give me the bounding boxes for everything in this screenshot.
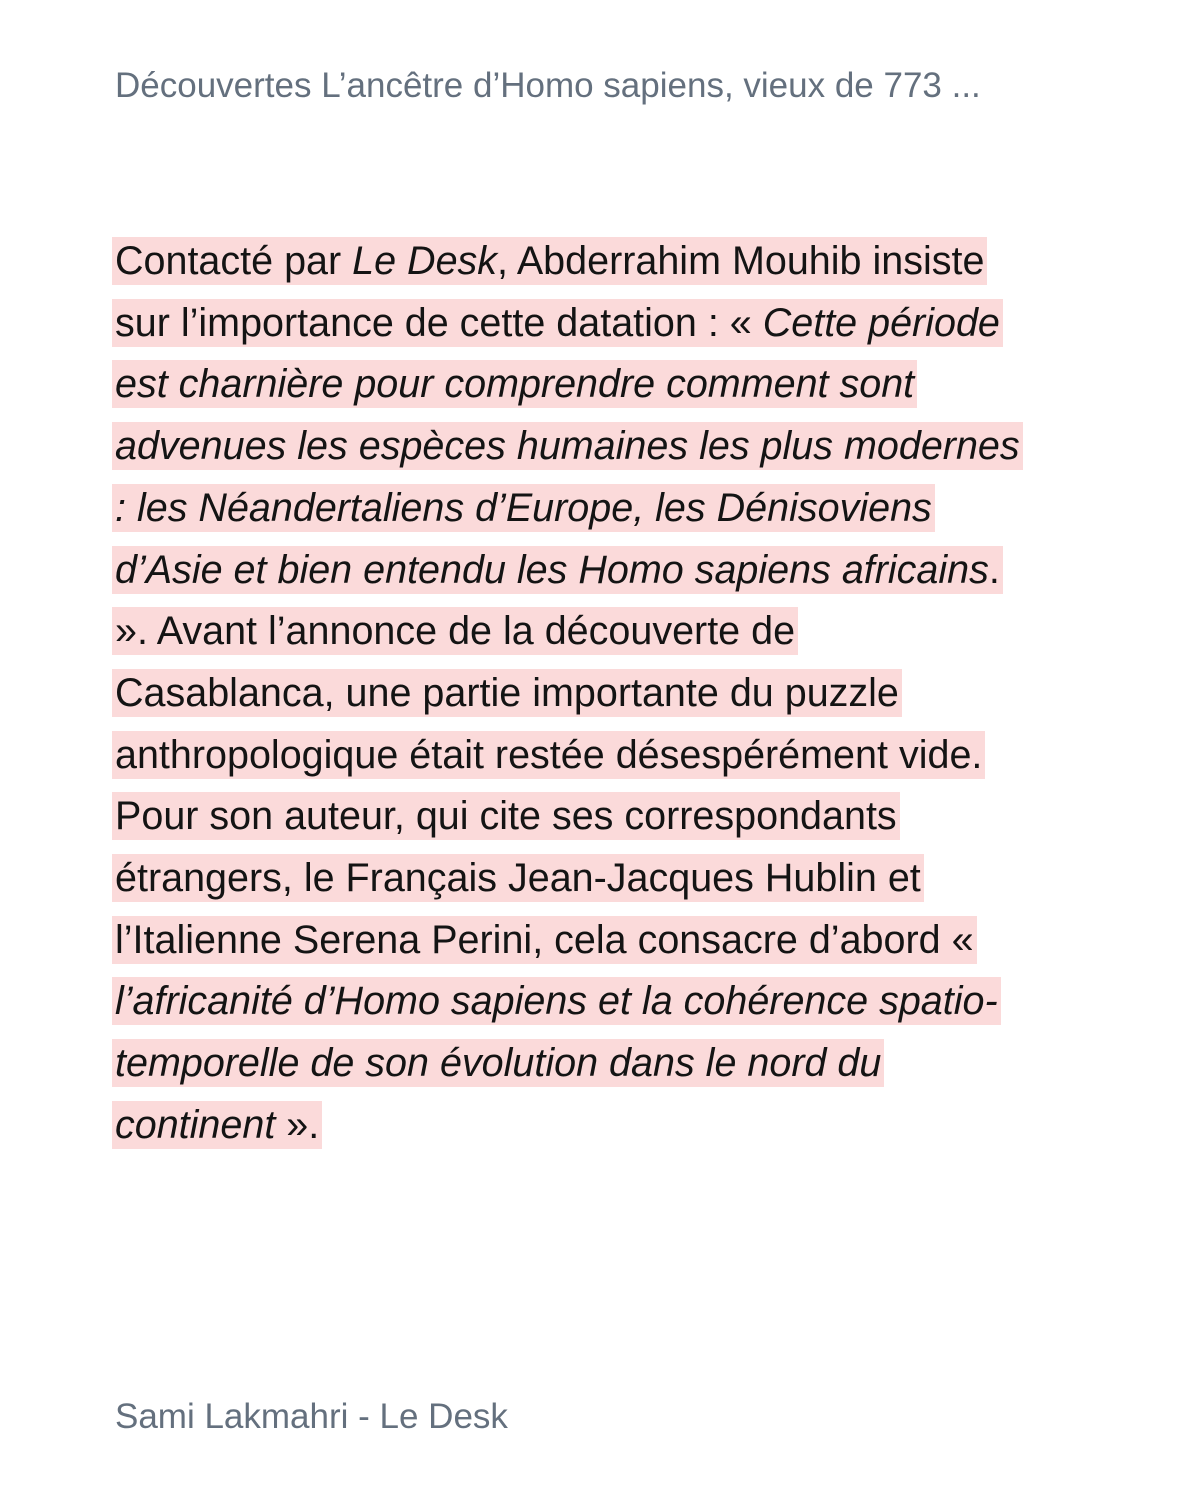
attribution: Sami Lakmahri - Le Desk bbox=[115, 1397, 508, 1436]
source-title: Découvertes L’ancêtre d’Homo sapiens, vieux de 773 ... bbox=[115, 66, 981, 105]
quote-segment: Contacté par bbox=[115, 239, 353, 283]
quote-segment: . ». Avant l’annonce de la découverte de Casablanca, une partie importante du puzzle anthropologique était restée désespérément vide. Pour son auteur, qui cite ses correspondants étrangers, le Français Jean-Jacques Hublin et l’Italienne Serena Perini, cela consacre d’abord « bbox=[115, 547, 1000, 962]
quote-segment-italic: l’africanité d’Homo sapiens et la cohérence spatio-temporelle de son évolution dans le nord du continent bbox=[115, 979, 998, 1147]
quote-segment-italic: Cette période est charnière pour comprendre comment sont advenues les espèces humaines les plus modernes : les Néandertaliens d’Europe, les Dénisoviens d’Asie et bien entendu les Homo sapiens africains bbox=[115, 300, 1020, 592]
quote-text bbox=[112, 237, 1023, 1149]
highlighted-quote bbox=[112, 231, 1022, 1157]
quote-segment: , Abderrahim Mouhib insiste sur l’importance de cette datation : « bbox=[115, 239, 985, 345]
quote-segment: ». bbox=[275, 1102, 320, 1147]
quote-segment-italic: Le Desk bbox=[352, 239, 498, 283]
